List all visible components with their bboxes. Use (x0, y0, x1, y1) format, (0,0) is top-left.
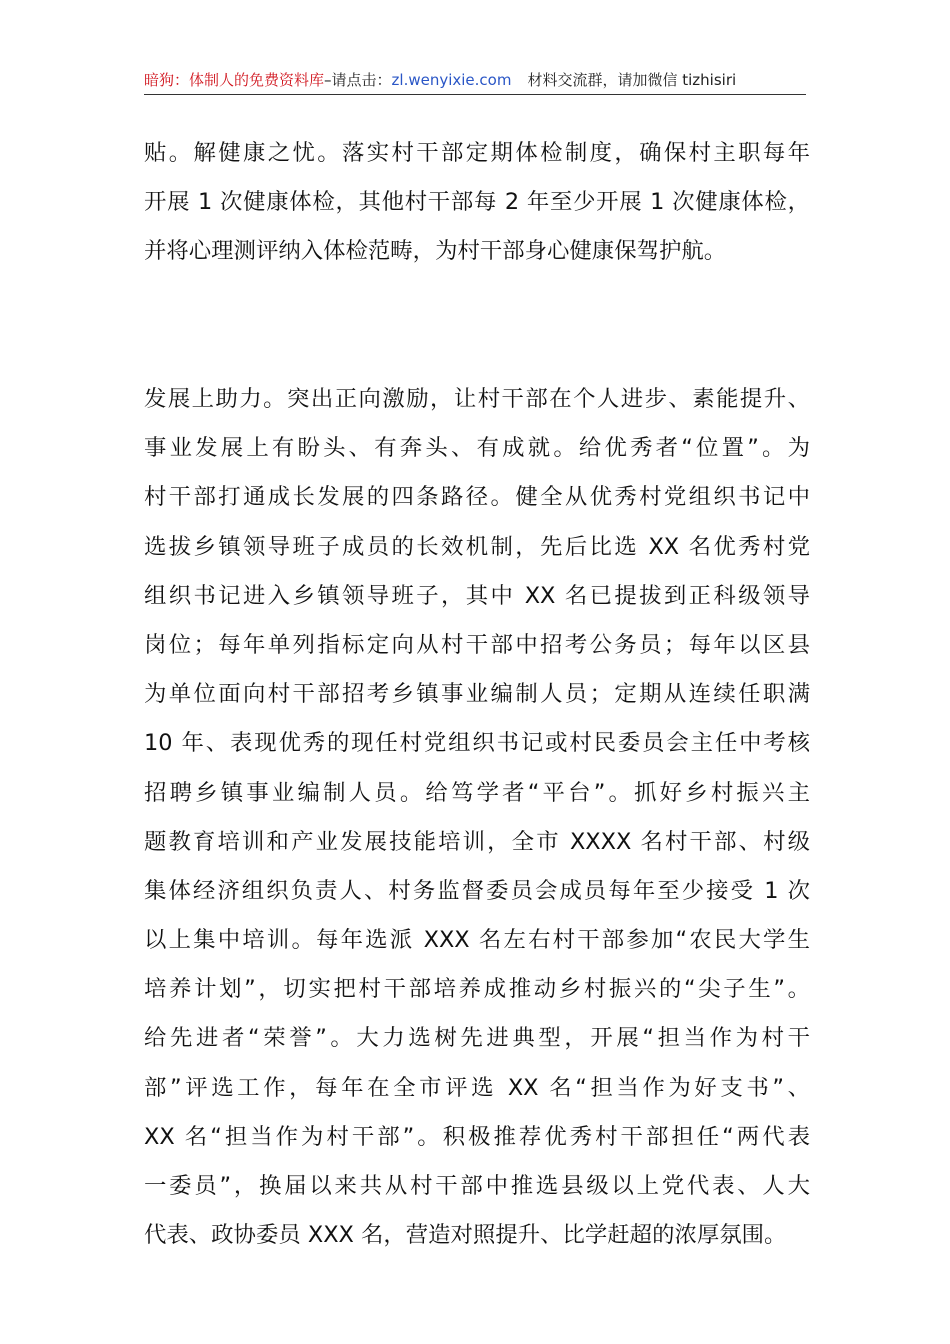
text-line: 10 年、表现优秀的现任村党组织书记或村民委员会主任中考核 (144, 730, 810, 757)
text-line: 发展上助力。突出正向激励，让村干部在个人进步、素能提升、 (144, 386, 810, 412)
text-line: 招聘乡镇事业编制人员。给笃学者“平台”。抓好乡村振兴主 (144, 779, 810, 806)
page-header (144, 70, 806, 95)
text-line: 贴。解健康之忧。落实村干部定期体检制度，确保村主职每年 (144, 140, 810, 166)
text-line: 部”评选工作，每年在全市评选 XX 名“担当作为好支书”、 (144, 1074, 810, 1101)
header-click-prompt: –请点击： (324, 71, 392, 89)
text-line: 给先进者“荣誉”。大力选树先进典型，开展“担当作为村干 (144, 1025, 810, 1052)
text-line: 并将心理测评纳入体检范畴，为村干部身心健康保驾护航。 (144, 238, 727, 265)
header-url-link[interactable]: zl.wenyixie.com (391, 71, 512, 89)
text-line: 村干部打通成长发展的四条路径。健全从优秀村党组织书记中 (144, 484, 810, 511)
paragraph-development (144, 375, 810, 1260)
text-line: 事业发展上有盼头、有奔头、有成就。给优秀者“位置”。为 (144, 435, 810, 462)
text-line: 培养计划”，切实把村干部培养成推动乡村振兴的“尖子生”。 (144, 976, 810, 1003)
header-brand: 暗狗：体制人的免费资料库 (144, 71, 325, 89)
header-wechat-note: 材料交流群，请加微信 tizhisiri (527, 71, 737, 89)
text-line: 一委员”，换届以来共从村干部中推选县级以上党代表、人大 (144, 1173, 810, 1199)
text-line: 为单位面向村干部招考乡镇事业编制人员；定期从连续任职满 (144, 681, 810, 708)
text-line: 集体经济组织负责人、村务监督委员会成员每年至少接受 1 次 (144, 877, 810, 904)
text-line: XX 名“担当作为村干部”。积极推荐优秀村干部担任“两代表 (144, 1123, 810, 1150)
text-line: 岗位；每年单列指标定向从村干部中招考公务员；每年以区县 (144, 631, 810, 658)
text-line: 选拔乡镇领导班子成员的长效机制，先后比选 XX 名优秀村党 (144, 533, 810, 560)
text-line: 代表、政协委员 XXX 名，营造对照提升、比学赶超的浓厚氛围。 (144, 1222, 787, 1249)
text-line: 开展 1 次健康体检，其他村干部每 2 年至少开展 1 次健康体检， (144, 189, 810, 216)
paragraph-health (144, 129, 810, 277)
text-line: 以上集中培训。每年选派 XXX 名左右村干部参加“农民大学生 (144, 927, 810, 954)
text-line: 组织书记进入乡镇领导班子，其中 XX 名已提拔到正科级领导 (144, 582, 810, 609)
text-line: 题教育培训和产业发展技能培训，全市 XXXX 名村干部、村级 (144, 828, 810, 855)
